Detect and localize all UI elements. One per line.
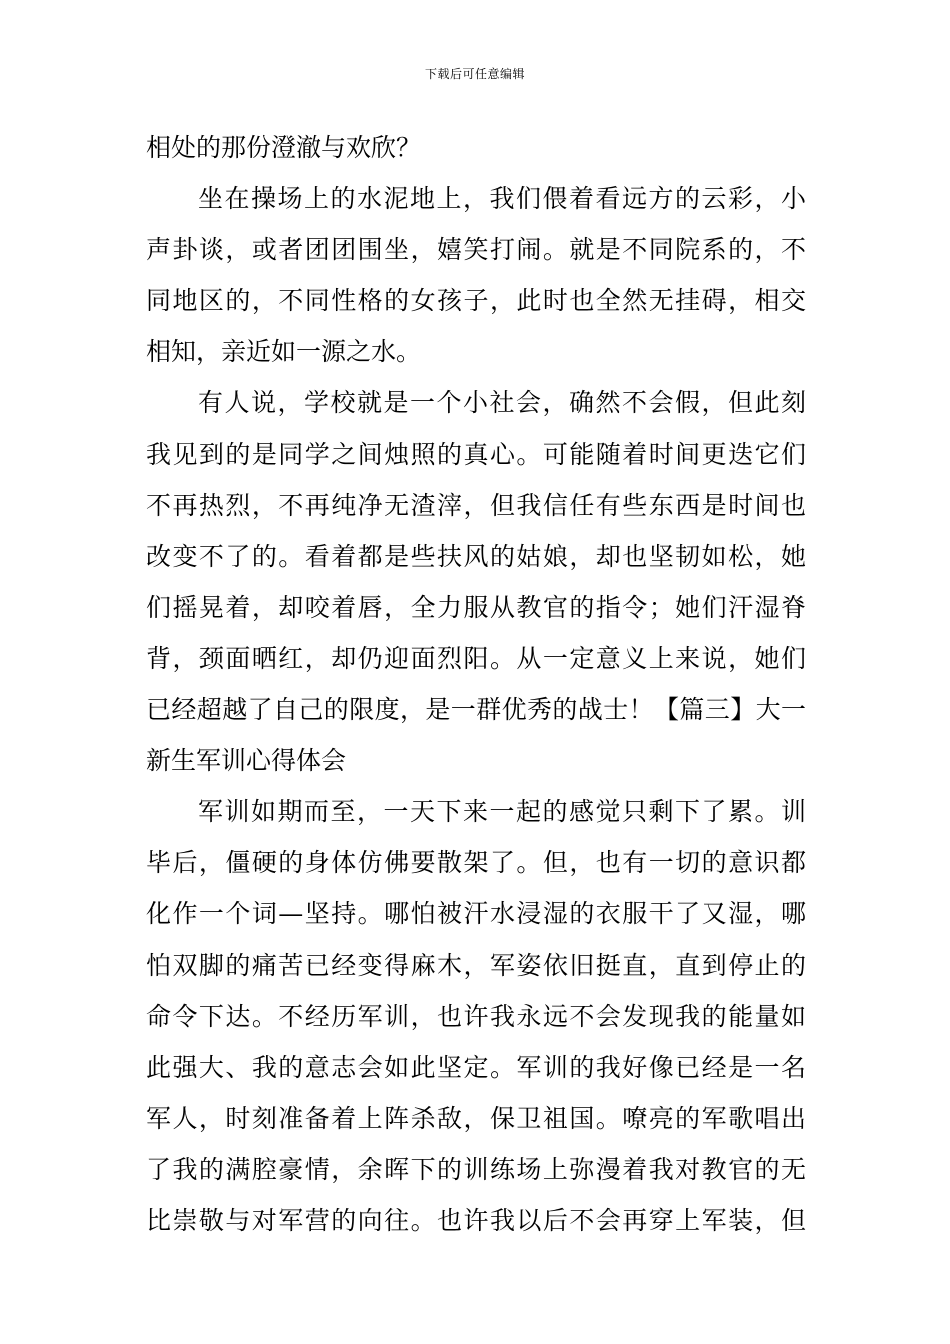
text-line: 命令下达。不经历军训，也许我永远不会发现我的能量如 (146, 1001, 806, 1031)
text-line: 改变不了的。看着都是些扶风的姑娘，却也坚韧如松，她 (146, 541, 806, 571)
document-body (146, 122, 806, 1246)
text-line: 同地区的，不同性格的女孩子，此时也全然无挂碍，相交 (146, 286, 806, 316)
text-line: 有人说，学校就是一个小社会，确然不会假，但此刻 (198, 388, 806, 418)
text-line: 相知，亲近如一源之水。 (146, 337, 422, 367)
text-line: 相处的那份澄澈与欢欣？ (146, 133, 422, 162)
text-line: 们摇晃着，却咬着唇，全力服从教官的指令；她们汗湿脊 (146, 592, 806, 622)
text-line: 新生军训心得体会 (146, 746, 347, 776)
text-line: 声卦谈，或者团团围坐，嬉笑打闹。就是不同院系的，不 (146, 235, 806, 265)
text-line: 坐在操场上的水泥地上，我们偎着看远方的云彩，小 (198, 184, 806, 214)
page-header: 下载后可任意编辑 (424, 67, 525, 81)
text-line: 比崇敬与对军营的向往。也许我以后不会再穿上军装，但 (146, 1205, 806, 1235)
text-line: 怕双脚的痛苦已经变得麻木，军姿依旧挺直，直到停止的 (146, 950, 806, 980)
text-line: 毕后，僵硬的身体仿佛要散架了。但，也有一切的意识都 (146, 848, 806, 878)
text-line: 此强大、我的意志会如此坚定。军训的我好像已经是一名 (146, 1052, 806, 1082)
text-line: 化作一个词—坚持。哪怕被汗水浸湿的衣服干了又湿，哪 (146, 899, 806, 929)
text-line: 我见到的是同学之间烛照的真心。可能随着时间更迭它们 (146, 439, 806, 469)
text-line: 背，颈面晒红，却仍迎面烈阳。从一定意义上来说，她们 (146, 643, 806, 673)
text-line: 军人，时刻准备着上阵杀敌，保卫祖国。嘹亮的军歌唱出 (146, 1103, 806, 1133)
text-line: 不再热烈，不再纯净无渣滓，但我信任有些东西是时间也 (146, 490, 806, 520)
text-line: 军训如期而至，一天下来一起的感觉只剩下了累。训 (198, 797, 806, 827)
text-line: 已经超越了自己的限度，是一群优秀的战士！【篇三】大一 (146, 695, 806, 725)
text-line: 了我的满腔豪情，余晖下的训练场上弥漫着我对教官的无 (146, 1154, 806, 1184)
